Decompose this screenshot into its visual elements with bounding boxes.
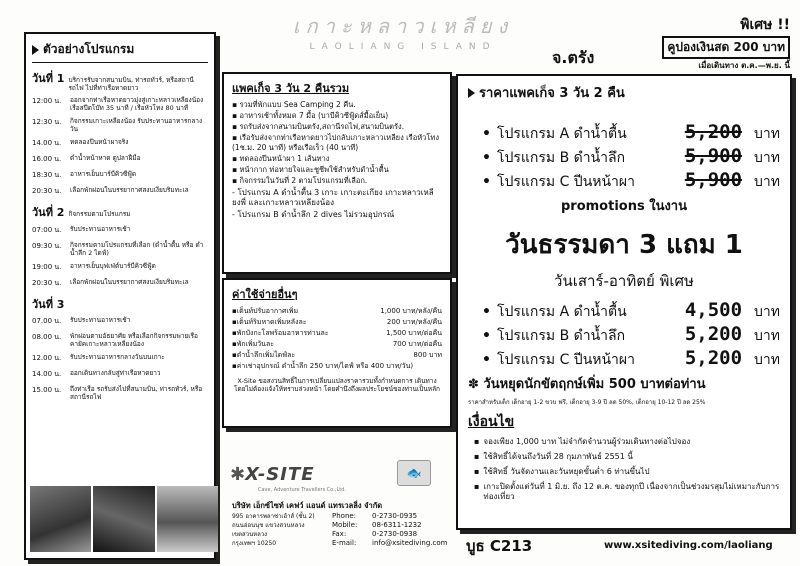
package-notes (232, 188, 442, 220)
condition-item (474, 437, 780, 447)
address-line: กรุงเทพฯ 10250 (232, 540, 277, 547)
promo-big: วันธรรมดา 3 แถม 1 (505, 230, 743, 260)
extra-label: ค่าเช่าอุปกรณ์ ดำน้ำลึก 250 บาท/ไดฟ์ หรือ 400 บาท/วัน) (236, 362, 414, 370)
extra-price: 800 บาท (413, 351, 442, 359)
schedule-row (32, 154, 208, 165)
bullet-icon: • (482, 304, 491, 320)
contact-value: 0-2730-0935 (372, 512, 418, 520)
bullet-icon: ▪ (474, 482, 480, 491)
extra-price: 700 บาท/ต่อคืน (392, 340, 442, 348)
day1-list (32, 96, 208, 197)
bullet-icon: • (482, 126, 491, 142)
day3-list (32, 316, 208, 401)
bullet-icon: ▪ (232, 318, 237, 326)
extra-price: 1,500 บาท/ต่อคืน (386, 329, 442, 337)
schedule-row (32, 278, 208, 289)
schedule-time: 09:30 น. (32, 242, 62, 250)
package-note-text: โปรแกรม A ดำน้ำตื้น 3 เกาะ เกาะตะเกียง เกาะหลาวเหลียงพี่ และเกาะหลาวเหลียงน้อง (232, 188, 434, 207)
package-item-text: กิจกรรมในวันที่ 2 ตามโปรแกรมที่เลือก. (239, 176, 368, 185)
program-price: 5,200 (684, 347, 743, 369)
bullet-icon: ▪ (232, 133, 240, 142)
schedule-text: กิจกรรมเกาะเหลียงน้อง รับประทานอาหารกลางวัน (70, 117, 203, 133)
conditions-heading: เงื่อนไข (468, 414, 515, 430)
schedule-row (32, 138, 208, 149)
extra-price: 1,000 บาท/หลัง/คืน (380, 307, 442, 315)
day2-label: วันที่ 2 (32, 206, 65, 219)
program-price: 4,500 (684, 299, 743, 321)
regular-price-list (468, 121, 780, 193)
schedule-time: 07.00 น. (32, 317, 62, 325)
price-unit: บาท (754, 150, 780, 166)
schedule-panel (24, 32, 216, 560)
brand-title (218, 10, 588, 52)
bullet-icon: ▪ (232, 362, 237, 370)
extra-label: เต็นท์ปรับอากาศเพิ่ม (236, 307, 299, 315)
schedule-row (32, 225, 208, 236)
schedule-row (32, 332, 208, 348)
day2-desc: กิจกรรมตามโปรแกรม (68, 210, 131, 218)
schedule-text: กิจกรรมตามโปรแกรมที่เลือก (ดำน้ำตื้น หรือ ดำน้ำลึก 2 ไดฟ์) (70, 241, 204, 257)
schedule-row (32, 96, 208, 112)
day2-block (32, 203, 208, 289)
schedule-time: 14.00 น. (32, 370, 62, 378)
contact-row (332, 521, 450, 530)
program-name: โปรแกรม C ปีนหน้าผา (496, 352, 635, 368)
schedule-time: 16.00 น. (32, 155, 62, 163)
coupon-line2: คูปองเงินสด 200 บาท (662, 36, 790, 59)
program-name: โปรแกรม A ดำน้ำตื้น (496, 126, 627, 142)
extra-row (232, 350, 442, 360)
package-item (232, 111, 442, 121)
schedule-text: อาหารเย็นบุฟเฟ่ต์บาร์บีคิวซีฟู้ด (70, 262, 156, 270)
package-note (232, 188, 442, 208)
contact-row (332, 530, 450, 539)
brand-title-en: LAOLIANG ISLAND (309, 42, 497, 52)
price-row (482, 121, 780, 145)
bullet-icon: ▪ (232, 111, 240, 120)
coupon-badge (628, 14, 796, 70)
package-item-text: ทดลองปีนหน้าผา 1 เส้นทาง (239, 154, 330, 163)
pricing-heading: ราคาแพคเก็จ 3 วัน 2 คืน (468, 82, 780, 103)
package-note-text: โปรแกรม B ดำน้ำลึก 2 dives ไม่รวมอุปกรณ์ (237, 210, 395, 219)
bullet-icon: ▪ (232, 351, 237, 359)
package-item (232, 133, 442, 153)
schedule-heading: ตัวอย่างโปรแกรม (32, 40, 208, 63)
company-tagline: Cave, Adventure Travellers Co.,Ltd. (258, 487, 346, 493)
contact-value: info@xsitediving.com (372, 539, 448, 547)
condition-text: ใช้สิทธิ์ได้จนถึงวันที่ 28 กุมภาพันธ์ 2551 นี้ (483, 452, 633, 461)
schedule-row (32, 316, 208, 327)
extra-label: พักบังกะโลพร้อมอาหารท่านละ (236, 329, 329, 337)
triangle-bullet-icon (32, 45, 39, 55)
extra-footnote: X-Site ขอสงวนสิทธิ์ในการเปลี่ยนแปลงราคารวมทั้งกำหนดการ เดินทางโดยไม่ต้องแจ้งให้ทราบล่วงหน้า โดยคำนึงถึงผลประโยชน์ของท่านเป็นหลัก (233, 377, 440, 393)
triangle-bullet-icon (468, 88, 475, 98)
schedule-text: ถึงท่าเรือ รถรับส่งไปที่สนามบิน, ท่ารถทัวร์, หรือสถานีรถไฟ (70, 385, 203, 401)
program-name: โปรแกรม B ดำน้ำลึก (496, 328, 626, 344)
package-item-text: รถรับส่งจากสนามบินตรัง,สถานีรถไฟ,สนามบินตรัง. (239, 122, 405, 131)
extra-label: เต็นท์ริมหาดเพิ่มหลังละ (236, 318, 307, 326)
kids-price-note: ราคาสำหรับเด็ก เด็กอายุ 1-2 ขวบ ฟรี, เด็กอายุ 3-9 ปี ลด 50%, เด็กอายุ 10-12 ปี ลด 25% (468, 399, 706, 406)
schedule-text: รับประทานอาหารกลางวันบนเกาะ (70, 353, 165, 361)
package-note (232, 210, 442, 220)
bullet-icon: • (482, 174, 491, 190)
company-logo: ✱ X-SITE (230, 464, 315, 485)
company-block (222, 460, 452, 560)
schedule-time: 19:00 น. (32, 263, 62, 271)
bullet-icon: ▪ (474, 452, 480, 461)
pricing-panel (456, 74, 792, 530)
schedule-text: รับประทานอาหารเช้า (70, 316, 131, 324)
price-row (482, 299, 780, 323)
day2-list (32, 225, 208, 289)
coupon-line3: เมื่อเดินทาง ต.ค.—พ.ย. นี้ (698, 61, 790, 70)
booth-number: บูธ C213 (466, 537, 533, 555)
coupon-line1: พิเศษ !! (740, 17, 790, 33)
price-unit: บาท (754, 174, 780, 190)
contact-label: Mobile: (332, 521, 358, 529)
schedule-row (32, 241, 208, 257)
schedule-time: 12:30 น. (32, 118, 62, 126)
bullet-icon: • (482, 328, 491, 344)
price-row (482, 323, 780, 347)
extra-label: ดำน้ำลึกเพิ่มไดฟ์ละ (236, 351, 296, 359)
extra-cost-panel (222, 278, 452, 428)
price-row (482, 347, 780, 371)
photo-kayak (30, 486, 91, 552)
contact-label: E-mail: (332, 539, 357, 547)
condition-item (474, 482, 780, 502)
price-unit: บาท (754, 126, 780, 142)
package-item (232, 165, 442, 175)
province-label: จ.ตรัง (552, 48, 595, 67)
schedule-text: ดำน้ำหน้าหาด ดูปลาฝีมือ (70, 154, 141, 162)
address-line: เขตสวนหลวง (232, 531, 268, 538)
extra-row (232, 328, 442, 338)
contact-value: 0-2730-0938 (372, 530, 418, 538)
bullet-icon: • (482, 150, 491, 166)
extra-list (232, 306, 442, 371)
schedule-time: 15.00 น. (32, 386, 62, 394)
dash-icon: - (232, 210, 238, 219)
program-price: 5,200 (684, 121, 743, 143)
company-name: บริษัท เอ็กซ์ไซท์ เคฟว์ แอนด์ แทรเวลลิ่ง จำกัด (232, 501, 383, 510)
program-name: โปรแกรม B ดำน้ำลึก (496, 150, 626, 166)
website-link[interactable]: www.xsitediving.com/laoliang (604, 540, 773, 551)
package-item-text: รวมที่พักแบบ Sea Camping 2 คืน. (239, 100, 356, 109)
program-price: 5,200 (684, 323, 743, 345)
package-item (232, 100, 442, 110)
schedule-row (32, 117, 208, 133)
program-price: 5,900 (684, 145, 743, 167)
day3-label: วันที่ 3 (32, 298, 65, 311)
extra-row (232, 361, 442, 371)
extra-row (232, 339, 442, 349)
schedule-text: อาหารเย็นบาร์บีคิวซีฟู้ด (70, 170, 137, 178)
condition-text: เกาะปิดตั้งแต่วันที่ 1 มิ.ย. ถึง 12 ต.ค. ของทุกปี เนื่องจากเป็นช่วงมรสุมไม่เหมาะกับการท่องเที่ยว (483, 482, 780, 501)
package-item-text: เรือรับส่งจากท่าเรือหาดยาวไปกลับเกาะหลาวเหลียง เรือหัวโทง (1ช.ม. 20 นาที) หรือเรือเร็ว (40 นาที) (232, 133, 440, 152)
extra-heading: ค่าใช้จ่ายอื่นๆ (232, 288, 298, 301)
condition-text: ใช้สิทธิ์ วันจัดงานและวันหยุดขั้นต่ำ 6 ท่านขึ้นไป (483, 467, 650, 476)
fish-logo-icon: 🐟 (397, 460, 431, 486)
extra-price: 200 บาท/หลัง/คืน (386, 318, 442, 326)
photo-diving (93, 486, 154, 552)
schedule-text: ออกเดินทางกลับสู่ท่าเรือหาดยาว (70, 369, 161, 377)
bullet-icon: ▪ (232, 165, 240, 174)
contact-row (332, 539, 450, 548)
bullet-icon: ▪ (474, 467, 480, 476)
bullet-icon: • (482, 352, 491, 368)
schedule-text: ออกจากท่าเรือหาดยาวมุ่งสู่เกาะหลาวเหลียงน้อง เรือสปีดโบ๊ท 35 นาที / เรือหัวโทง 80 นาที (70, 96, 204, 112)
schedule-text: รับประทานอาหารเช้า (70, 225, 131, 233)
bullet-icon: ▪ (474, 437, 480, 446)
contact-value: 08-6311-1232 (372, 521, 422, 529)
package-item (232, 176, 442, 186)
schedule-time: 07:00 น. (32, 226, 62, 234)
contact-label: Fax: (332, 530, 347, 538)
package-item (232, 154, 442, 164)
day1-desc: บริการรับจากสนามบิน, ท่ารถทัวร์, หรือสถานีรถไฟ ไปที่ท่าเรือหาดยาว (68, 76, 194, 92)
extra-row (232, 317, 442, 327)
schedule-row (32, 186, 208, 197)
bullet-icon: ▪ (232, 307, 237, 315)
photo-beach (157, 486, 218, 552)
condition-item (474, 467, 780, 477)
condition-text: จองเพียง 1,000 บาท ไม่จำกัดจำนวนผู้ร่วมเดินทางต่อไปจอง (483, 437, 691, 446)
package-panel (222, 72, 452, 274)
extra-label: พักเพิ่มวันละ (236, 340, 274, 348)
promo-label: promotions ในงาน (560, 199, 687, 214)
package-item-text: อาหารเช้าทั้งหมด 7 มื้อ (บาบีคิวซีฟู้ดส์มื้อเย็น) (239, 111, 389, 120)
bullet-icon: ▪ (232, 176, 240, 185)
dash-icon: - (232, 188, 238, 197)
address-line: 995 อาคารพลาซ่าเฮ้าส์ (ชั้น 2) (232, 513, 315, 520)
package-item (232, 122, 442, 132)
schedule-time: 08.00 น. (32, 333, 62, 341)
bullet-icon: ▪ (232, 329, 237, 337)
contact-label: Phone: (332, 512, 357, 520)
company-address (232, 512, 328, 548)
bullet-icon: ▪ (232, 154, 240, 163)
schedule-time: 12.00 น. (32, 354, 62, 362)
schedule-text: พักผ่อนตามอัธยาศัย หรือเลือกกิจกรรมพายเรือคายัคเกาะหลาวเหลียงน้อง (70, 332, 198, 348)
activity-photos (30, 486, 218, 552)
price-unit: บาท (754, 328, 780, 344)
price-unit: บาท (754, 304, 780, 320)
schedule-time: 14.00 น. (32, 139, 62, 147)
day1-block (32, 69, 208, 197)
schedule-time: 18:30 น. (32, 171, 62, 179)
price-unit: บาท (754, 352, 780, 368)
schedule-time: 20:30 น. (32, 279, 62, 287)
schedule-text: ทดลองปีนหน้าผาจริง (70, 138, 129, 146)
holiday-note: ✽ วันหยุดนักขัตฤกษ์เพิ่ม 500 บาทต่อท่าน (468, 377, 706, 392)
price-row (482, 145, 780, 169)
contact-row (332, 512, 450, 521)
schedule-text: เลือกพักผ่อนในบรรยากาศสงบเงียบริมทะเล (70, 186, 189, 194)
schedule-row (32, 369, 208, 380)
schedule-time: 20:30 น. (32, 187, 62, 195)
address-line: ถนนอ่อนนุช แขวงสวนหลวง (232, 522, 305, 529)
day3-block (32, 295, 208, 401)
bullet-icon: ▪ (232, 340, 237, 348)
brand-title-thai: เกาะหลาวเหลียง (292, 14, 514, 38)
bullet-icon: ▪ (232, 122, 240, 131)
program-name: โปรแกรม A ดำน้ำตื้น (496, 304, 627, 320)
schedule-row (32, 170, 208, 181)
bullet-icon: ▪ (232, 100, 240, 109)
company-contacts (332, 512, 450, 548)
schedule-row (32, 353, 208, 364)
day1-label: วันที่ 1 (32, 72, 65, 85)
schedule-row (32, 385, 208, 401)
schedule-text: เลือกพักผ่อนในบรรยากาศสงบเงียบริมทะเล (70, 278, 189, 286)
conditions-list (468, 437, 780, 502)
price-row (482, 169, 780, 193)
condition-item (474, 452, 780, 462)
star-logo-icon: ✱ (230, 464, 246, 485)
package-list (232, 100, 442, 186)
extra-row (232, 306, 442, 316)
program-price: 5,900 (684, 169, 743, 191)
program-name: โปรแกรม C ปีนหน้าผา (496, 174, 635, 190)
package-item-text: หน้ากาก ท่อหายใจและชูชีพใช้สำหรับดำน้ำตื้น (239, 165, 389, 174)
package-heading: แพคเก็จ 3 วัน 2 คืนรวม (232, 82, 350, 95)
weekend-label: วันเสาร์-อาทิตย์ พิเศษ (554, 272, 694, 290)
schedule-time: 12:00 น. (32, 97, 62, 105)
schedule-row (32, 262, 208, 273)
special-price-list (468, 299, 780, 371)
